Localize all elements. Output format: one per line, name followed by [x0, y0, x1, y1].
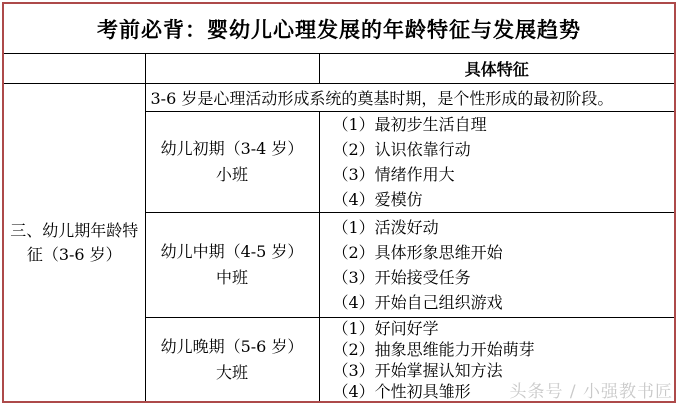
feature-item: （1）最初步生活自理	[332, 114, 487, 134]
feature-item: （2）认识依靠行动	[332, 139, 471, 159]
stage-cell-early	[145, 111, 319, 212]
feature-item: （4）开始自己组织游戏	[332, 292, 503, 312]
stage-cell-late	[145, 317, 319, 402]
stage-cell-middle	[145, 212, 319, 317]
header-row	[4, 54, 674, 83]
stage-name: 幼儿中期（4-5 岁）	[160, 241, 304, 261]
stage-name: 幼儿晚期（5-6 岁）	[160, 336, 304, 356]
header-empty-col2	[145, 54, 319, 83]
stage-name: 幼儿初期（3-4 岁）	[160, 138, 304, 158]
header-specific-features: 具体特征	[319, 54, 674, 83]
features-cell-early	[319, 111, 674, 212]
feature-item: （2）具体形象思维开始	[332, 242, 503, 262]
age-features-table	[4, 54, 674, 402]
page-title: 考前必背：婴幼儿心理发展的年龄特征与发展趋势	[4, 4, 674, 54]
features-cell-middle	[319, 212, 674, 317]
feature-item: （3）开始接受任务	[332, 267, 471, 287]
red-frame	[2, 2, 676, 403]
feature-item: （3）情绪作用大	[332, 164, 455, 184]
feature-item: （3）开始掌握认知方法	[332, 360, 503, 380]
feature-item: （4）个性初具雏形	[332, 381, 471, 401]
intro-row	[4, 83, 674, 111]
watermark: 头条号 / 小强教书匠	[509, 382, 673, 402]
feature-item: （2）抽象思维能力开始萌芽	[332, 339, 535, 359]
feature-item: （1）好问好学	[332, 318, 439, 338]
class-name: 中班	[215, 267, 248, 287]
feature-item: （1）活泼好动	[332, 217, 439, 237]
class-name: 小班	[215, 164, 248, 184]
header-empty-col1	[4, 54, 145, 83]
category-cell: 三、幼儿期年龄特征（3-6 岁）	[4, 83, 145, 402]
class-name: 大班	[215, 362, 248, 382]
feature-item: （4）爱模仿	[332, 189, 423, 209]
intro-cell: 3-6 岁是心理活动形成系统的奠基时期，是个性形成的最初阶段。	[145, 83, 674, 111]
